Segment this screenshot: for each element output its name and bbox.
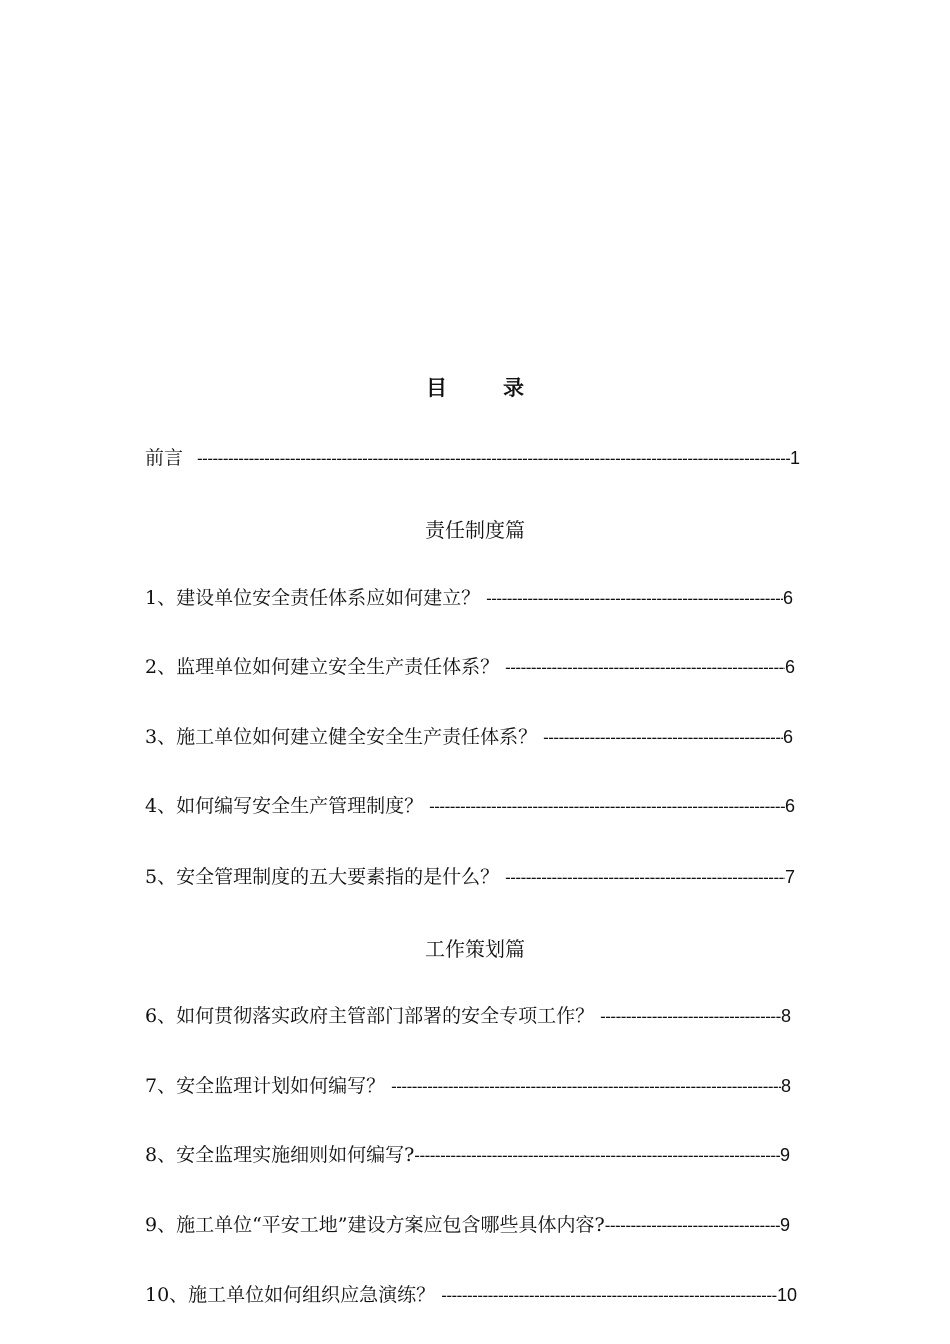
- toc-entry-text: 前言: [145, 447, 184, 469]
- toc-entry[interactable]: [145, 862, 795, 892]
- toc-page-number: 10: [776, 1285, 797, 1305]
- toc-entry-text: 10、施工单位如何组织应急演练？: [145, 1284, 436, 1306]
- toc-page-number: 6: [784, 796, 795, 816]
- toc-leader: [391, 1077, 781, 1097]
- toc-entry[interactable]: [145, 1071, 791, 1101]
- toc-leader: [505, 658, 785, 678]
- toc-entry[interactable]: [145, 722, 793, 752]
- toc-entry-text: 6、如何贯彻落实政府主管部门部署的安全专项工作？: [145, 1005, 595, 1027]
- toc-leader: [605, 1216, 780, 1236]
- toc-page-number: 8: [780, 1006, 791, 1026]
- toc-entry-text: 2、监理单位如何建立安全生产责任体系？: [145, 656, 500, 678]
- toc-leader: [429, 797, 785, 817]
- toc-entry-text: 1、建设单位安全责任体系应如何建立？: [145, 587, 481, 609]
- toc-leader: [486, 589, 783, 609]
- toc-entry[interactable]: [145, 1280, 797, 1310]
- toc-entry[interactable]: [145, 1140, 790, 1170]
- toc-leader: [414, 1146, 780, 1166]
- section-heading-responsibility: 责任制度篇: [425, 518, 525, 542]
- toc-title: [0, 372, 950, 402]
- toc-title-char-2: 录: [503, 375, 524, 400]
- toc-entry-text: 5、安全管理制度的五大要素指的是什么？: [145, 866, 500, 888]
- toc-entry[interactable]: [145, 583, 793, 613]
- toc-leader: [543, 728, 783, 748]
- toc-entry-text: 4、如何编写安全生产管理制度？: [145, 795, 424, 817]
- toc-page-number: 7: [784, 867, 795, 887]
- toc-entry-text: 3、施工单位如何建立健全安全生产责任体系？: [145, 726, 538, 748]
- toc-leader: [197, 449, 790, 469]
- toc-page-number: 9: [779, 1145, 790, 1165]
- section-heading-planning: 工作策划篇: [425, 937, 525, 961]
- toc-page-number: 9: [779, 1215, 790, 1235]
- toc-page-number: 1: [789, 448, 800, 468]
- toc-page-number: 6: [782, 727, 793, 747]
- toc-leader: [441, 1286, 777, 1306]
- toc-entry[interactable]: [145, 1210, 790, 1240]
- toc-entry[interactable]: [145, 791, 795, 821]
- toc-leader: [505, 868, 785, 888]
- toc-entry[interactable]: [145, 652, 795, 682]
- toc-entry-text: 8、安全监理实施细则如何编写?: [145, 1144, 415, 1166]
- toc-entry[interactable]: [145, 1001, 791, 1031]
- toc-entry-text: 7、安全监理计划如何编写？: [145, 1075, 386, 1097]
- toc-page-number: 6: [782, 588, 793, 608]
- toc-page-number: 6: [784, 657, 795, 677]
- toc-title-char-1: 目: [426, 375, 447, 400]
- toc-entry-preface[interactable]: [145, 443, 800, 473]
- toc-page-number: 8: [780, 1076, 791, 1096]
- toc-entry-text: 9、施工单位“平安工地”建设方案应包含哪些具体内容?: [145, 1214, 605, 1236]
- toc-leader: [600, 1007, 781, 1027]
